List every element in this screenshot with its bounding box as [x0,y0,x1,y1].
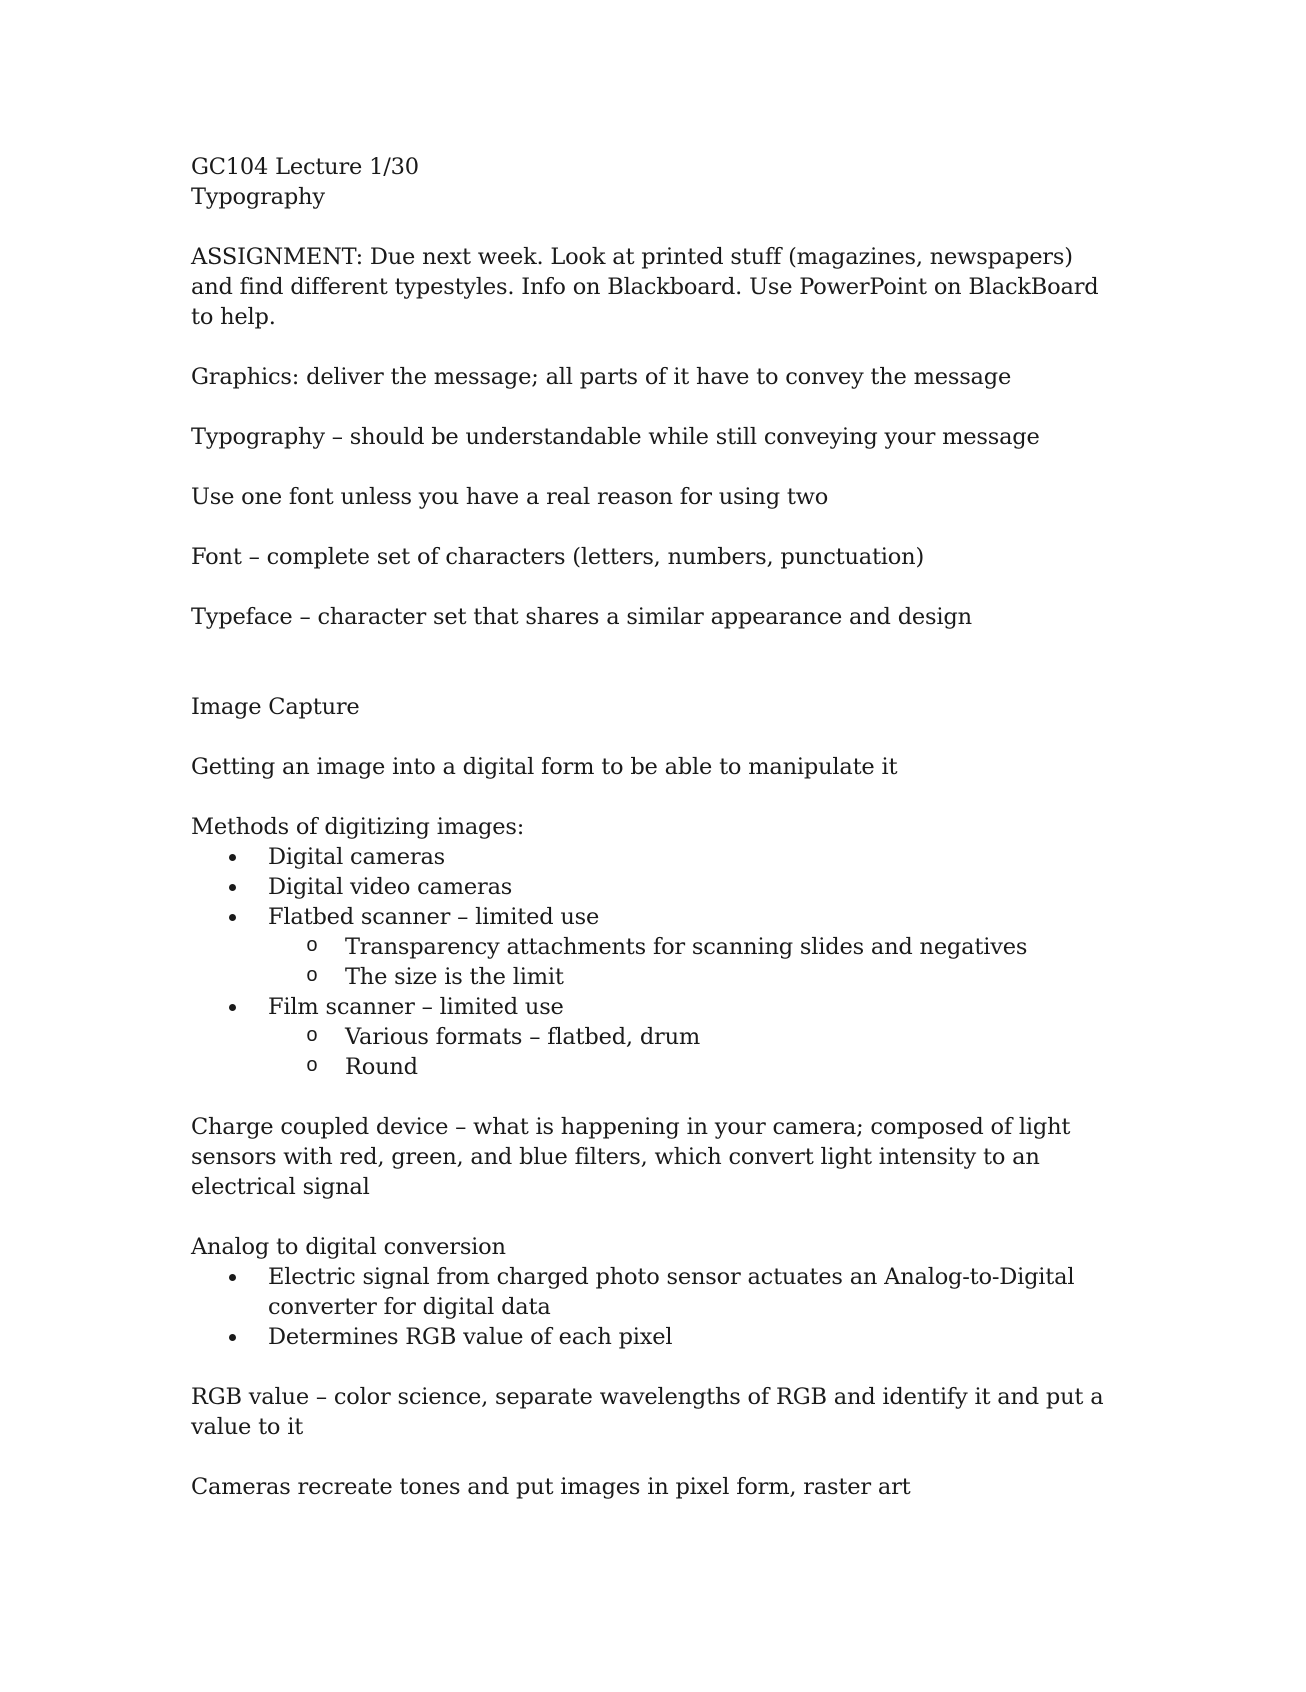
bullet-icon [229,1334,236,1341]
typeface-definition: Typeface – character set that shares a similar appearance and design [191,604,972,630]
assignment-paragraph: ASSIGNMENT: Due next week. Look at printed stuff (magazines, newspapers) and find different typestyles. Info on Blackboard. Use PowerPoint on BlackBoard to help. [191,244,1099,330]
bullet-icon [229,1274,236,1281]
list-item [191,992,1121,1082]
film-sublist [268,1022,1121,1082]
circle-bullet-icon: o [306,965,318,988]
adc-heading: Analog to digital conversion [191,1234,506,1260]
list-item [191,872,1121,902]
circle-bullet-icon: o [306,1025,318,1048]
document-page [191,152,1121,1532]
sub-list-item [268,1022,1121,1052]
list-item-text: Electric signal from charged photo sensor actuates an Analog-to-Digital converter for digital data [268,1264,1075,1320]
font-definition: Font – complete set of characters (letters, numbers, punctuation) [191,544,925,570]
image-capture-definition: Getting an image into a digital form to be able to manipulate it [191,754,898,780]
list-item [191,902,1121,992]
sub-list-item [268,962,1121,992]
sub-list-item [268,1052,1121,1082]
image-capture-heading: Image Capture [191,694,360,720]
sub-list-item-text: Various formats – flatbed, drum [345,1024,700,1050]
ccd-paragraph: Charge coupled device – what is happening in your camera; composed of light sensors with red, green, and blue filters, which convert light intensity to an electrical signal [191,1114,1071,1200]
rgb-paragraph: RGB value – color science, separate wavelengths of RGB and identify it and put a value to it [191,1384,1104,1440]
list-item-text: Film scanner – limited use [268,994,564,1020]
sub-list-item-text: Round [345,1054,418,1080]
topic-title: Typography [191,184,325,210]
circle-bullet-icon: o [306,935,318,958]
list-item-text: Digital cameras [268,844,446,870]
bullet-icon [229,884,236,891]
circle-bullet-icon: o [306,1055,318,1078]
bullet-icon [229,914,236,921]
flatbed-sublist [268,932,1121,992]
list-item [191,1262,1121,1322]
sub-list-item [268,932,1121,962]
course-line: GC104 Lecture 1/30 [191,154,419,180]
list-item [191,1322,1121,1352]
sub-list-item-text: Transparency attachments for scanning slides and negatives [345,934,1028,960]
methods-heading: Methods of digitizing images: [191,814,525,840]
cameras-paragraph: Cameras recreate tones and put images in pixel form, raster art [191,1474,911,1500]
list-item-text: Flatbed scanner – limited use [268,904,600,930]
sub-list-item-text: The size is the limit [345,964,564,990]
methods-list [191,842,1121,1082]
bullet-icon [229,854,236,861]
bullet-icon [229,1004,236,1011]
adc-list [191,1262,1121,1352]
graphics-paragraph: Graphics: deliver the message; all parts of it have to convey the message [191,364,1012,390]
list-item-text: Determines RGB value of each pixel [268,1324,673,1350]
one-font-paragraph: Use one font unless you have a real reason for using two [191,484,829,510]
list-item-text: Digital video cameras [268,874,513,900]
document-header [191,152,1121,212]
typography-paragraph: Typography – should be understandable while still conveying your message [191,424,1040,450]
list-item [191,842,1121,872]
